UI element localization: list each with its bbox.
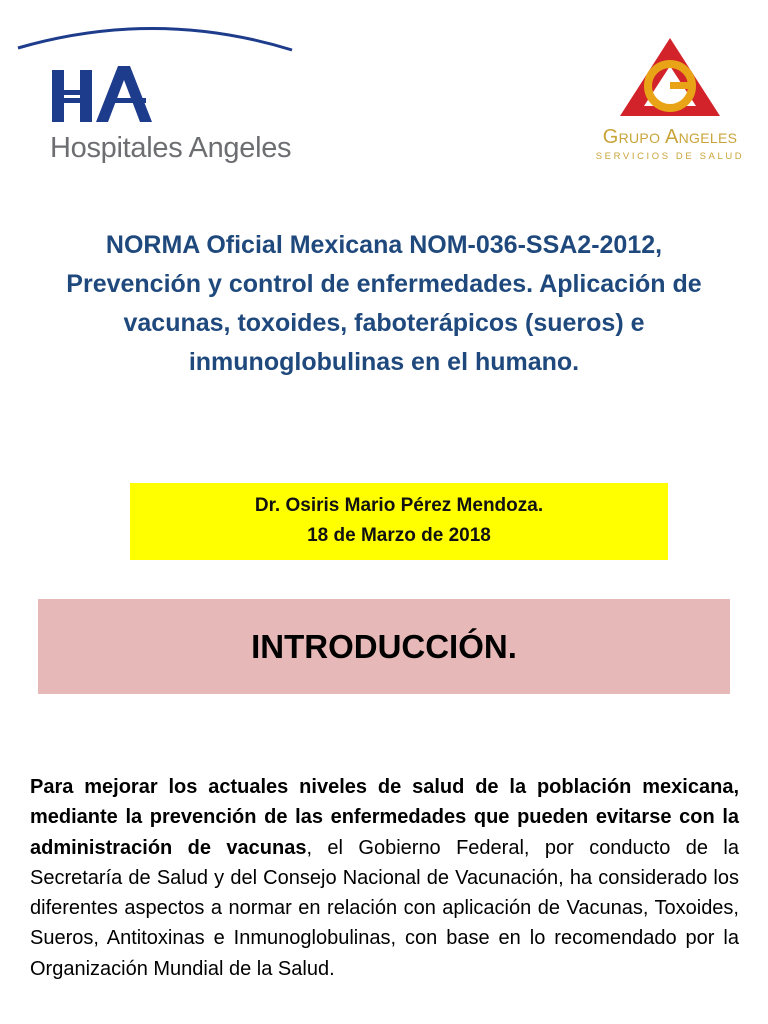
intro-paragraph: [30, 772, 739, 984]
logo-text-hospitales-angeles: Hospitales Angeles: [50, 132, 292, 164]
author-name: Dr. Osiris Mario Pérez Mendoza.: [254, 495, 544, 516]
document-title: NORMA Oficial Mexicana NOM-036-SSA2-2012, Prevención y control de enfermedades. Aplicación de vacunas, toxoides, faboterápicos (sueros) e inmunoglobulinas en el humano.: [66, 231, 702, 376]
grupo-angeles-logo: [584, 36, 754, 166]
author-box: [130, 483, 668, 560]
section-band: [38, 599, 730, 694]
grupo-angeles-triangle-icon: [618, 36, 722, 118]
brand-name: Grupo Angeles: [602, 126, 738, 148]
intro-bold-text: Para mejorar los actuales niveles de salud de la población mexicana, mediante la prevención de las enfermedades que pueden evitarse con la administración de vacunas: [30, 776, 739, 859]
hospitales-angeles-logo: [16, 18, 306, 168]
section-title: INTRODUCCIÓN.: [251, 627, 517, 665]
ha-monogram-icon: [52, 66, 154, 122]
intro-regular-text: , el Gobierno Federal, por conducto de la Secretaría de Salud y del Consejo Nacional de Vacunación, ha considerado los diferentes aspectos a normar en relación con aplicación de Vacunas, Toxoides, Sueros, Antitoxinas e Inmunoglobulinas, con base en lo recomendado por la Organización Mundial de la Salud.: [30, 836, 739, 980]
logo-arc-icon: [16, 18, 306, 68]
presentation-date: 18 de Marzo de 2018: [307, 525, 491, 546]
brand-subtitle: SERVICIOS DE SALUD: [595, 151, 745, 162]
